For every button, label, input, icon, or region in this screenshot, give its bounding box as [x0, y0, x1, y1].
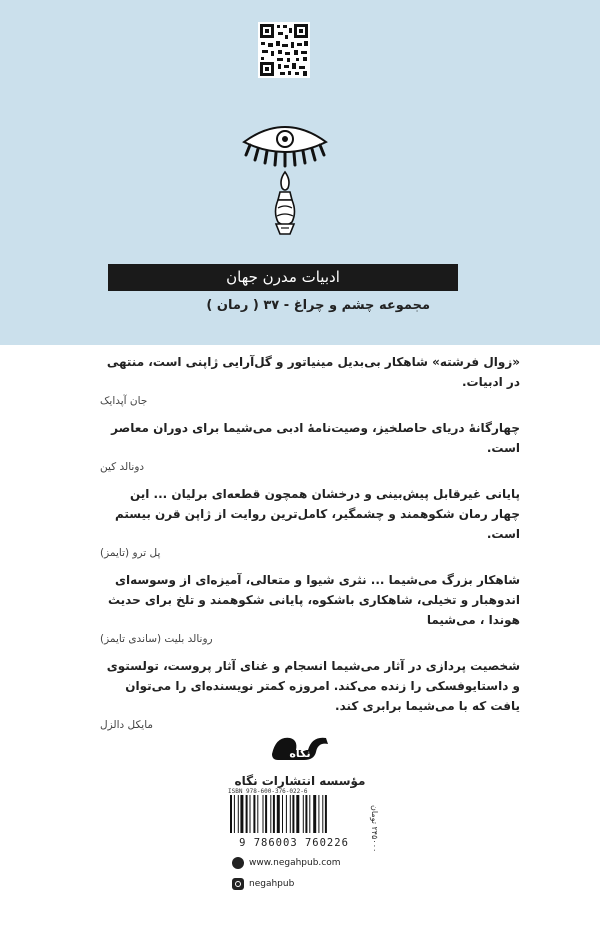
quote-2	[100, 418, 520, 476]
barcode-bar	[273, 795, 275, 833]
quote-author: مایکل دالزل	[100, 719, 154, 731]
qr-code-icon	[258, 22, 310, 78]
barcode-bar	[292, 795, 294, 833]
eye-lamp-emblem	[240, 118, 330, 246]
barcode-bar	[277, 795, 280, 833]
quote-text: «زوال فرشته» شاهکار بی‌بدیل مینیاتور و گل‌آرایی ژاپنی است، منتهی در ادبیات.	[106, 355, 520, 389]
barcode-bar	[270, 795, 271, 833]
barcode-bar	[265, 795, 267, 833]
globe-icon	[232, 857, 244, 869]
quote-author: رونالد بلیت (ساندی تایمز)	[100, 633, 213, 645]
barcode-bar	[290, 795, 291, 833]
quote-4	[100, 570, 520, 648]
barcode-bar	[263, 795, 264, 833]
quote-author: دونالد کین	[100, 461, 145, 473]
quote-text: شخصیت پردازی در آثار می‌شیما انسجام و غنای آثار پروست، تولستوی و داستایوفسکی را زنده می‌کند. امروزه کمتر نویسنده‌ای را می‌توان یافت که با می‌شیما برابری کند.	[106, 659, 520, 713]
price-label: ۲۴۵۰۰۰ تومان	[370, 804, 379, 852]
series-subtitle: مجموعه چشم و چراغ - ۳۷ ( رمان )	[206, 298, 430, 313]
eye-icon	[244, 127, 326, 166]
barcode-bar	[282, 795, 283, 833]
barcode-bar	[296, 795, 299, 833]
barcode-bar	[309, 795, 310, 833]
barcode-bar	[286, 795, 287, 833]
quotes-section	[100, 352, 520, 742]
barcode-number: 9 786003 760226	[239, 837, 349, 849]
publisher-logo-text: نگاه	[289, 747, 311, 760]
quote-text: شاهکار بزرگ می‌شیما ... نثری شیوا و متعالی، آمیزه‌ای از وسوسه‌ای اندوهبار و تخیلی، شاهکاری باشکوه، پایانی شکوهمند و تلخ برای حدیث هوندا ، می‌شیما	[107, 573, 520, 627]
website-row[interactable]	[232, 855, 341, 871]
barcode-bar	[250, 795, 251, 833]
barcode-bar	[234, 795, 235, 833]
quote-5	[100, 656, 520, 734]
barcode-bar	[240, 795, 243, 833]
quote-1	[100, 352, 520, 410]
lamp-icon	[276, 172, 295, 234]
barcode-bar	[305, 795, 307, 833]
barcode-bar	[303, 795, 304, 833]
website-link[interactable]: www.negahpub.com	[249, 858, 341, 868]
barcode-bar	[325, 795, 327, 833]
publisher-name: مؤسسه انتشارات نگاه	[234, 774, 366, 788]
barcode-bar	[318, 795, 319, 833]
quote-author: جان آپدایک	[100, 395, 148, 407]
barcode-icon	[228, 795, 360, 833]
instagram-handle[interactable]: negahpub	[249, 879, 295, 889]
publisher-block	[200, 730, 400, 788]
barcode-bar	[230, 795, 232, 833]
barcode-bar	[313, 795, 316, 833]
series-title-bar: ادبیات مدرن جهان	[108, 264, 458, 291]
barcode-block	[228, 788, 360, 849]
quote-text: پایانی غیرقابل پیش‌بینی و درخشان همچون قطعه‌ای برلیان ... این چهار رمان شکوهمند و چشمگیر، کامل‌ترین روایت از ژاپن قرن بیستم است.	[114, 487, 520, 541]
barcode-bar	[246, 795, 248, 833]
quote-author: پل ترو (تایمز)	[100, 547, 161, 559]
instagram-icon	[232, 878, 244, 890]
barcode-bar	[257, 795, 258, 833]
barcode-bar	[253, 795, 255, 833]
barcode-bar	[238, 795, 239, 833]
publisher-logo-icon	[268, 730, 332, 766]
quote-text: چهارگانهٔ دریای حاصلخیز، وصیت‌نامهٔ ادبی می‌شیما برای دوران معاصر است.	[111, 421, 520, 455]
barcode-bar	[322, 795, 323, 833]
instagram-row[interactable]	[232, 876, 341, 892]
contact-block	[232, 855, 341, 897]
isbn-line: ISBN 978-600-376-022-6	[228, 788, 308, 795]
quote-3	[100, 484, 520, 562]
